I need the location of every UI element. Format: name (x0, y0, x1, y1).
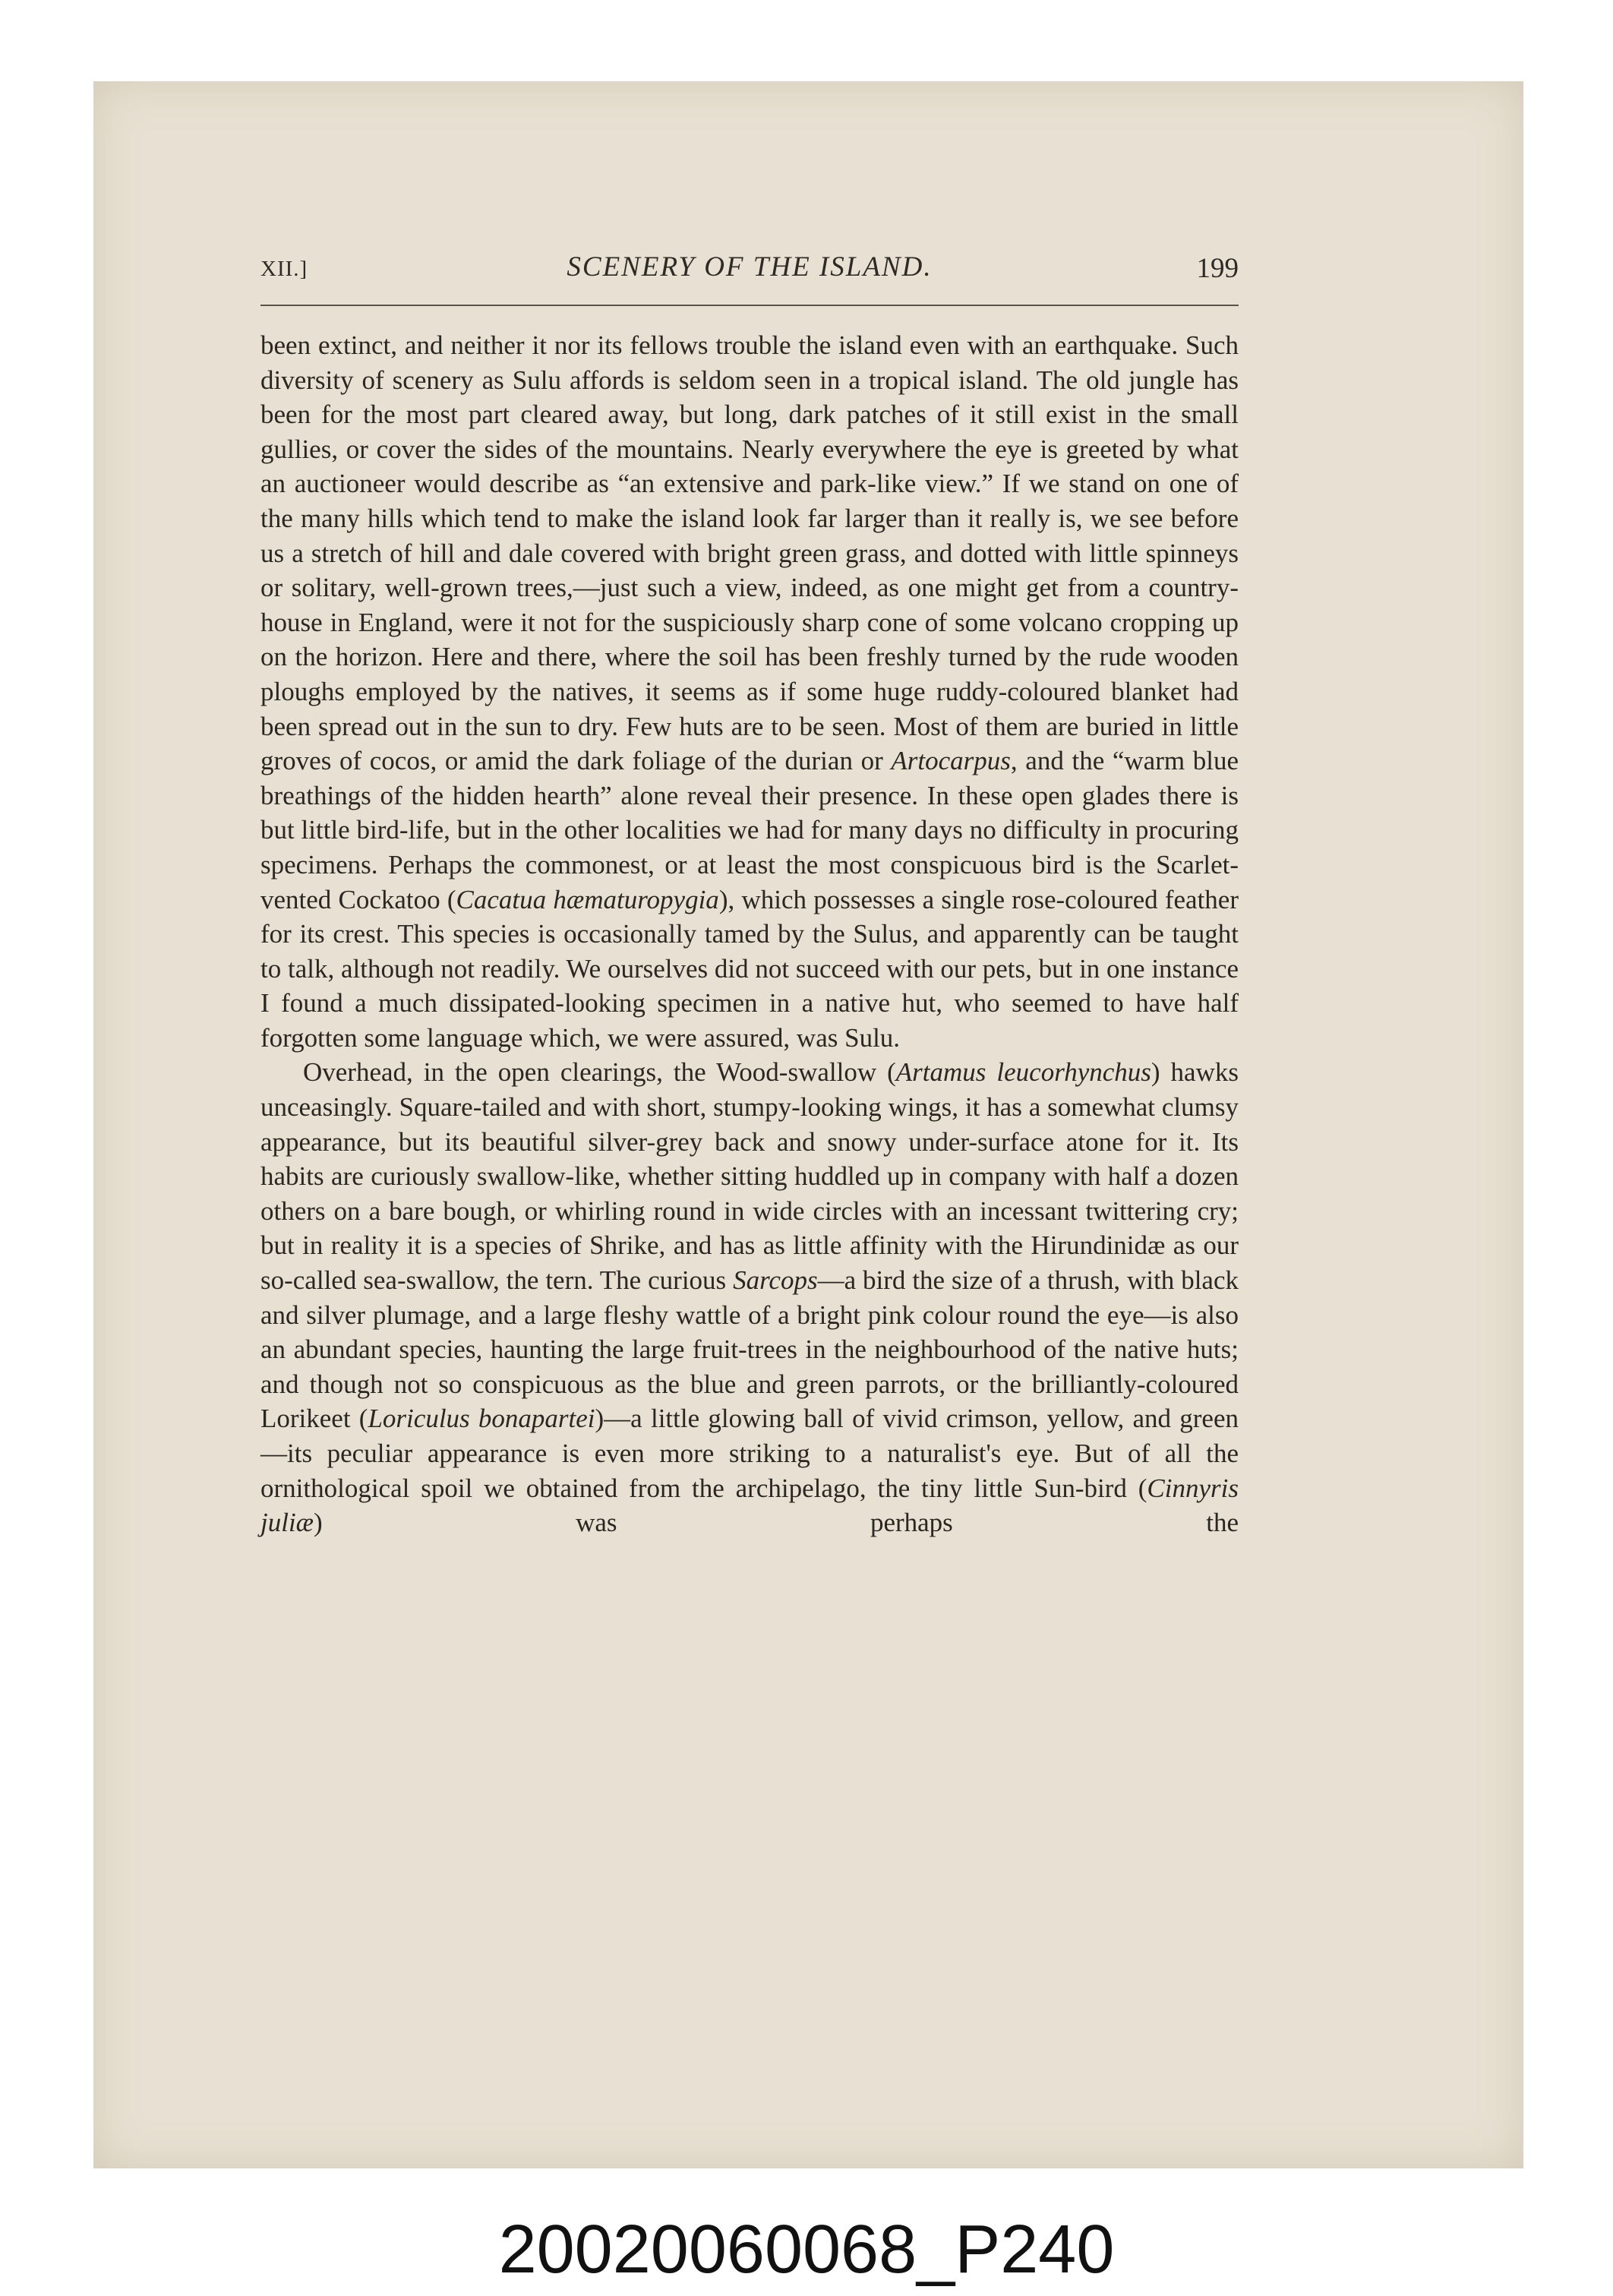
header-rule (260, 305, 1239, 306)
text-run: —a bird the size of a thrush, with black and silver plumage, and a large fleshy wattle of a bright pink colour round the eye—is also an abundant species, haunting the large fruit-trees in the neighbourhood of the native huts; and though not so conspicuous as the blue and green parrots, or the brilliantly-coloured Lorikeet ( (260, 1265, 1239, 1434)
text-run: Overhead, in the open clearings, the Wood-swallow ( (303, 1057, 896, 1088)
text-run: been extinct, and neither it nor its fellows trouble the island even with an earthquake. Such diversity of scenery as Sulu affords is seldom seen in a tropical island. The old jungle has been for the most part cleared away, but long, dark patches of it still exist in the small gullies, or cover the sides of the mountains. Nearly everywhere the eye is greeted by what an auctioneer would describe as “an extensive and park-like view.” If we stand on one of the many hills which tend to make the island look far larger than it really is, we see before us a stretch of hill and dale covered with bright green grass, and dotted with little spinneys or solitary, well-grown trees,—just such a view, indeed, as one might get from a country-house in England, were it not for the suspiciously sharp cone of some volcano cropping up on the horizon. Here and there, where the soil has been freshly turned by the rude wooden ploughs employed by the natives, it seems as if some huge ruddy-coloured blanket had been spread out in the sun to dry. Few huts are to be seen. Most of them are buried in little groves of cocos, or amid the dark foliage of the durian or (260, 330, 1239, 776)
italic-species-name: Cinnyris juliæ (260, 1473, 1239, 1538)
italic-species-name: Sarcops (733, 1265, 818, 1296)
italic-species-name: Artocarpus (891, 746, 1011, 776)
paragraph-2 (260, 1055, 1239, 1540)
body-text (260, 328, 1239, 1540)
text-run: , and the “warm blue breathings of the hidden hearth” alone reveal their presence. In these open glades there is but little bird-life, but in the other localities we had for many days no difficulty in procuring specimens. Perhaps the commonest, or at least the most conspicuous bird is the Scarlet-vented Cockatoo ( (260, 746, 1239, 914)
paragraph-1 (260, 328, 1239, 1055)
page-header (260, 251, 1239, 296)
text-run: ) was perhaps the (314, 1508, 1239, 1538)
running-head: SCENERY OF THE ISLAND. (567, 251, 933, 283)
image-id-label: 20020060068_P240 (498, 2212, 1115, 2288)
text-run: ), which possesses a single rose-coloured feather for its crest. This species is occasionally tamed by the Sulus, and apparently can be taught to talk, although not readily. We ourselves did not succeed with our pets, but in one instance I found a much dissipated-looking specimen in a native hut, who seemed to have half forgotten some language which, we were assured, was Sulu. (260, 884, 1239, 1053)
italic-species-name: Artamus leucorhynchus (895, 1057, 1151, 1088)
text-run: ) hawks unceasingly. Square-tailed and with short, stumpy-looking wings, it has a somewhat clumsy appearance, but its beautiful silver-grey back and snowy under-surface atone for it. Its habits are curiously swallow-like, whether sitting huddled up in company with half a dozen others on a bare bough, or whirling round in wide circles with an incessant twittering cry; but in reality it is a species of Shrike, and has as little affinity with the Hirundinidæ as our so-called sea-swallow, the tern. The curious (260, 1057, 1239, 1296)
text-run: )—a little glowing ball of vivid crimson, yellow, and green—its peculiar appearance is even more striking to a naturalist's eye. But of all the ornithological spoil we obtained from the archipelago, the tiny little Sun-bird ( (260, 1404, 1239, 1503)
italic-species-name: Loriculus bonapartei (368, 1404, 595, 1434)
italic-species-name: Cacatua hæmaturopygia (456, 884, 719, 914)
page-number: 199 (1196, 253, 1239, 284)
chapter-marker: XII.] (260, 257, 308, 281)
